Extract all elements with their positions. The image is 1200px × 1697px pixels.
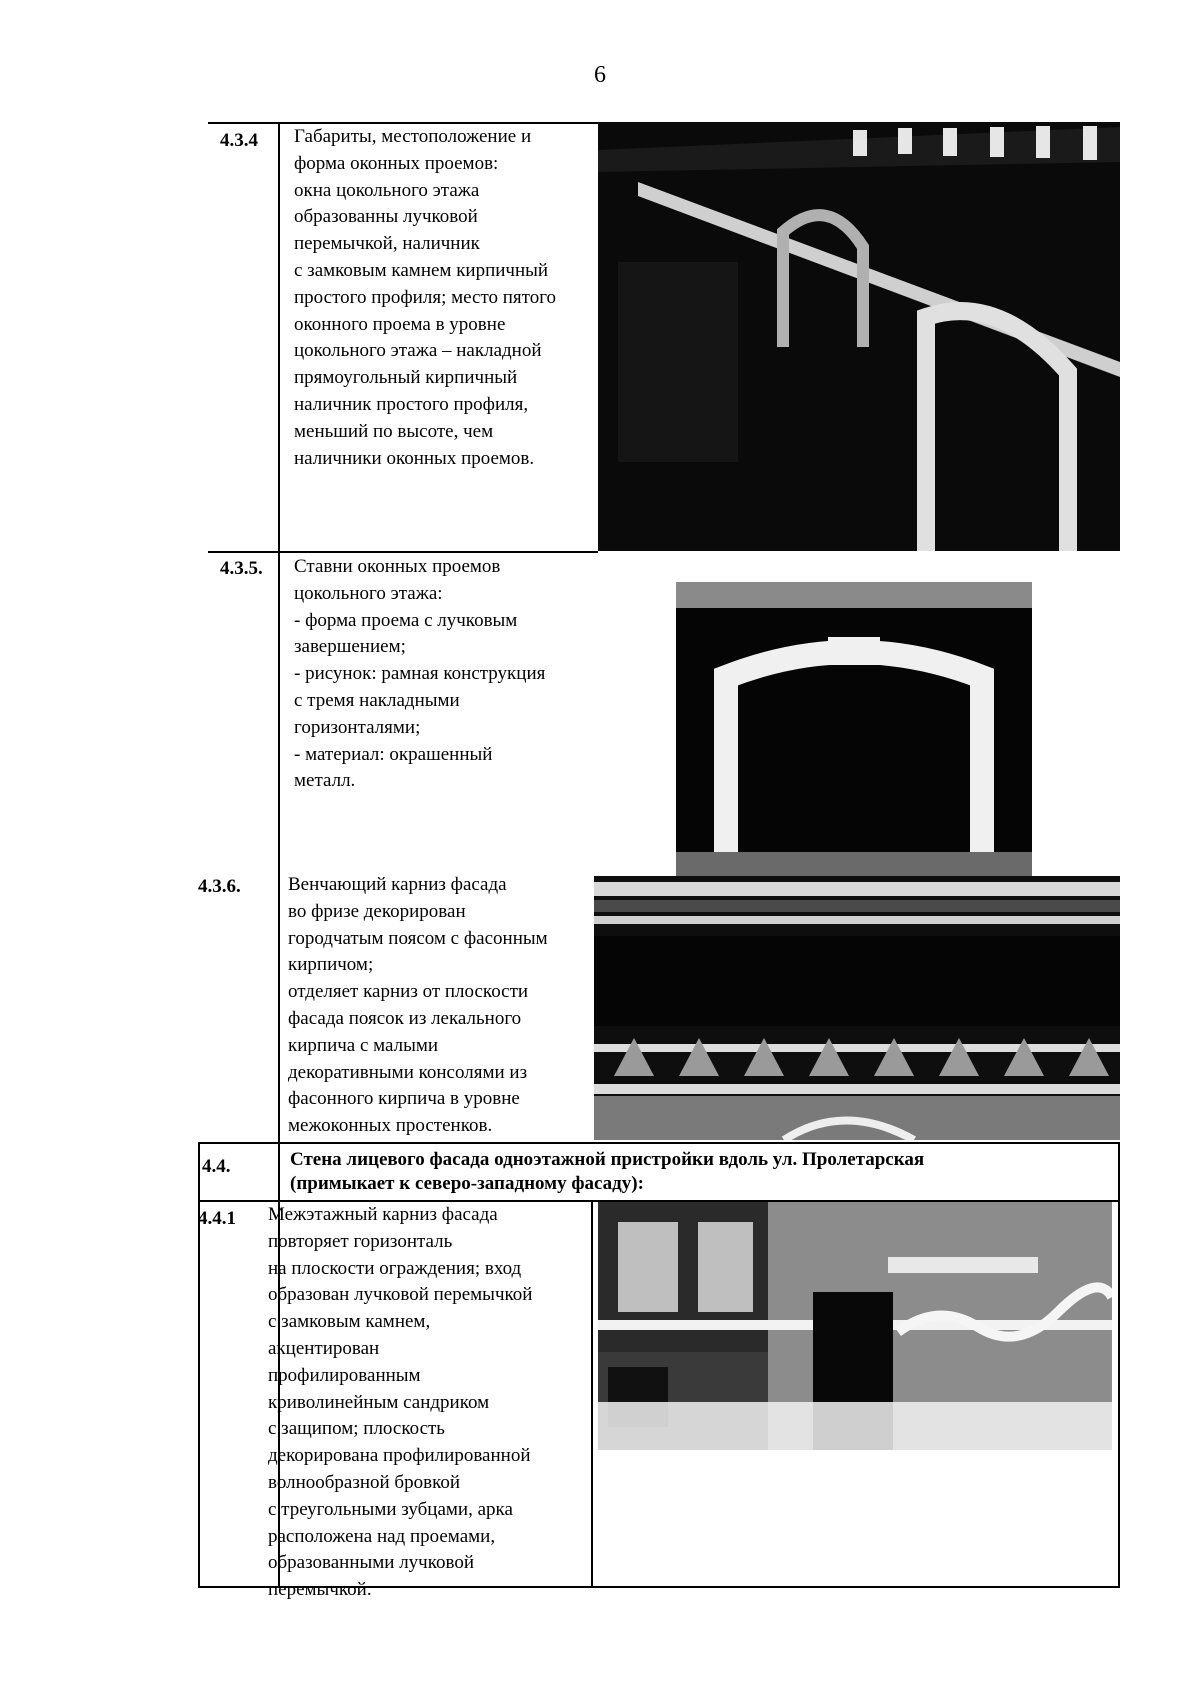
shutters-photo: [676, 582, 1032, 882]
item-number: 4.4.1: [198, 1208, 236, 1229]
item-description: Габариты, местоположение и форма оконных проемов: окна цокольного этажа образованны лучковой перемычкой, наличник с замковым камнем кирпичный простого профиля; место пятого оконного проема в уровне цокольного этажа – накладной прямоугольный кирпичный наличник простого профиля, меньший по высоте, чем наличники оконных проемов.: [294, 126, 557, 469]
table-rule: [208, 551, 598, 553]
item-number: 4.3.5.: [220, 558, 263, 579]
window-openings-photo: [598, 122, 1120, 551]
section-number: 4.4.: [202, 1156, 231, 1177]
table-rule: [1118, 1142, 1120, 1588]
item-description: Межэтажный карниз фасада повторяет горизонталь на плоскости ограждения; вход образован лучковой перемычкой с замковым камнем, акцентирован профилированным криволинейным сандриком с защипом; плоскость декорирована профилированной волнообразной бровкой с треугольными зубцами, арка расположена над проемами, образованными лучковой перемычкой.: [268, 1204, 533, 1601]
item-number: 4.3.6.: [198, 876, 241, 897]
cornice-photo: [594, 876, 1120, 1140]
table-rule: [591, 1200, 593, 1588]
item-number: 4.3.4: [220, 130, 258, 151]
item-description: Венчающий карниз фасада во фризе декорирован городчатым поясом с фасонным кирпичом; отделяет карниз от плоскости фасада поясок из лекального кирпича с малыми декоративными консолями из фасонного кирпича в уровне межоконных простенков.: [288, 874, 548, 1137]
facade-elements-table: [198, 122, 1120, 1601]
page-number: 6: [594, 62, 606, 88]
item-description: Ставни оконных проемов цокольного этажа: - форма проема с лучковым завершением; - рисунок: рамная конструкция с тремя накладными горизонталями; - материал: окрашенный металл.: [294, 556, 546, 792]
table-rule: [198, 1142, 1120, 1144]
annex-facade-photo: [598, 1202, 1112, 1450]
section-heading: Стена лицевого фасада одноэтажной пристройки вдоль ул. Пролетарская (примыкает к северо-западному фасаду):: [290, 1149, 925, 1194]
